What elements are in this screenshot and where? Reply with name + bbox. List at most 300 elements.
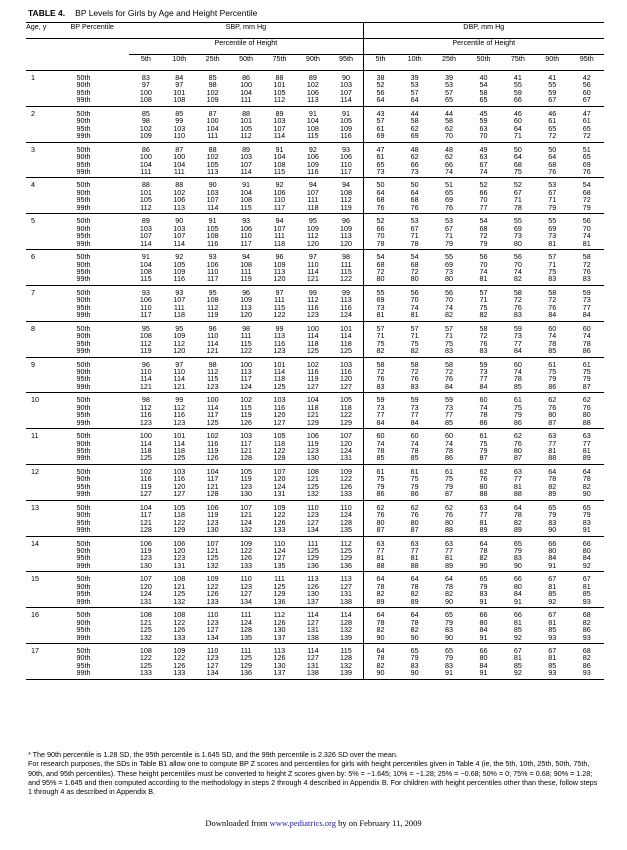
sbp-value-cell xyxy=(296,250,329,286)
dbp-value: 61 xyxy=(548,359,557,369)
bp-percentile-cell xyxy=(71,178,130,214)
dbp-value-cell xyxy=(535,142,569,178)
dbp-value: 54 xyxy=(410,252,419,262)
dbp-value: 73 xyxy=(513,331,522,341)
dbp-value: 74 xyxy=(582,231,591,241)
sbp-value: 113 xyxy=(273,646,286,655)
sbp-value: 131 xyxy=(306,625,319,635)
sbp-value: 102 xyxy=(240,395,253,405)
download-site-link[interactable]: www.pediatrics.org xyxy=(269,818,336,828)
sbp-value: 118 xyxy=(173,510,186,520)
sbp-value: 103 xyxy=(139,223,152,233)
dbp-value: 76 xyxy=(410,374,419,384)
dbp-value: 68 xyxy=(548,159,557,169)
dbp-value: 76 xyxy=(445,374,454,384)
sbp-value: 114 xyxy=(340,331,352,341)
dbp-value-cell xyxy=(397,429,431,465)
sbp-value-cell xyxy=(196,393,229,429)
sbp-value: 102 xyxy=(306,80,319,90)
dbp-value: 76 xyxy=(376,202,385,212)
dbp-value: 85 xyxy=(548,625,557,635)
dbp-value: 65 xyxy=(513,538,522,548)
sbp-value: 90 xyxy=(342,73,351,82)
sbp-value: 121 xyxy=(306,410,319,420)
dbp-value: 69 xyxy=(376,131,385,141)
sbp-value: 126 xyxy=(273,617,286,627)
sbp-value: 123 xyxy=(173,553,186,563)
sbp-value: 130 xyxy=(273,625,286,635)
dbp-value-cell xyxy=(501,644,535,680)
sbp-value: 110 xyxy=(173,366,186,376)
bp-percentile-label: 50th xyxy=(76,502,91,512)
dbp-value: 76 xyxy=(548,402,557,412)
sbp-value: 98 xyxy=(342,252,351,262)
dbp-value-cell xyxy=(363,393,397,429)
sbp-value: 112 xyxy=(340,195,352,205)
sbp-value: 119 xyxy=(307,374,319,384)
bp-percentile-label: 99th xyxy=(76,166,91,176)
sbp-value-cell xyxy=(129,106,162,142)
dbp-value: 72 xyxy=(376,266,385,276)
dbp-value: 66 xyxy=(582,538,591,548)
dbp-value: 72 xyxy=(445,366,454,376)
dbp-value: 66 xyxy=(479,610,488,620)
dbp-value: 58 xyxy=(582,252,591,262)
sbp-value: 109 xyxy=(173,646,186,655)
sbp-value: 90 xyxy=(208,180,217,190)
sbp-value: 136 xyxy=(340,560,353,570)
dbp-value-cell xyxy=(363,572,397,608)
dbp-value: 65 xyxy=(445,95,454,105)
sbp-value: 117 xyxy=(206,410,219,420)
sbp-value: 127 xyxy=(273,553,286,563)
sbp-value: 98 xyxy=(208,80,217,90)
sbp-value: 118 xyxy=(173,310,186,320)
dbp-value: 48 xyxy=(410,144,419,154)
sbp-value-cell xyxy=(163,608,196,644)
dbp-value: 82 xyxy=(479,310,488,320)
sbp-value: 84 xyxy=(175,73,184,82)
table-label: TABLE 4. xyxy=(28,8,66,18)
dbp-value: 67 xyxy=(410,223,419,233)
sbp-value: 125 xyxy=(240,653,253,663)
dbp-value: 75 xyxy=(410,338,419,348)
dbp-height-col-1: 10th xyxy=(397,55,431,71)
dbp-value: 86 xyxy=(582,625,591,635)
sbp-value: 131 xyxy=(173,560,186,570)
sbp-value: 114 xyxy=(340,610,352,620)
sbp-value: 123 xyxy=(306,446,319,456)
age-cell: 8 xyxy=(26,321,71,357)
sbp-value-cell xyxy=(263,250,296,286)
sbp-value: 111 xyxy=(273,295,285,305)
sbp-value-cell xyxy=(296,214,329,250)
dbp-value-cell xyxy=(569,644,604,680)
sbp-value-cell xyxy=(263,608,296,644)
sbp-value-cell xyxy=(330,464,363,500)
dbp-value: 72 xyxy=(582,131,591,141)
dbp-value: 76 xyxy=(410,202,419,212)
dbp-value-cell xyxy=(363,321,397,357)
sbp-value: 105 xyxy=(240,123,253,133)
sbp-value: 104 xyxy=(306,116,319,126)
dbp-value: 90 xyxy=(376,632,385,642)
dbp-value: 76 xyxy=(376,374,385,384)
dbp-value: 81 xyxy=(548,617,557,627)
bp-percentile-label: 90th xyxy=(76,510,91,520)
sbp-value: 122 xyxy=(240,346,253,356)
dbp-value: 79 xyxy=(479,446,488,456)
dbp-value-cell xyxy=(466,644,500,680)
sbp-value: 120 xyxy=(173,481,186,491)
dbp-value: 81 xyxy=(513,617,522,627)
dbp-value: 87 xyxy=(582,381,591,391)
sbp-value: 133 xyxy=(273,525,286,535)
sbp-value-cell xyxy=(129,285,162,321)
bp-table xyxy=(26,22,604,680)
dbp-value-cell xyxy=(569,250,604,286)
dbp-value-cell xyxy=(466,536,500,572)
sbp-value: 100 xyxy=(173,152,186,162)
dbp-value: 56 xyxy=(410,287,419,297)
dbp-value: 71 xyxy=(445,231,454,241)
dbp-value-cell xyxy=(535,429,569,465)
sbp-value: 119 xyxy=(140,346,152,356)
sbp-value: 117 xyxy=(140,310,152,320)
dbp-value-cell xyxy=(397,393,431,429)
dbp-value-cell xyxy=(466,142,500,178)
dbp-value: 85 xyxy=(548,589,557,599)
sbp-value: 112 xyxy=(273,95,286,105)
dbp-value: 60 xyxy=(513,359,522,369)
dbp-value: 77 xyxy=(513,474,522,484)
sbp-value: 120 xyxy=(173,546,186,556)
sbp-height-col-2: 25th xyxy=(196,55,229,71)
sbp-value: 108 xyxy=(206,231,219,241)
sbp-value: 86 xyxy=(141,144,150,154)
sbp-value: 113 xyxy=(307,95,319,105)
sbp-value: 125 xyxy=(139,453,152,463)
sbp-value-cell xyxy=(229,393,262,429)
table-row xyxy=(26,536,604,572)
sbp-value: 118 xyxy=(307,202,319,212)
sbp-value-cell xyxy=(163,393,196,429)
sbp-value: 105 xyxy=(340,395,353,405)
sbp-value: 108 xyxy=(173,610,186,620)
sbp-value-cell xyxy=(163,357,196,393)
age-cell: 7 xyxy=(26,285,71,321)
sbp-value: 95 xyxy=(175,323,184,333)
dbp-value: 71 xyxy=(376,331,385,341)
dbp-value-cell xyxy=(501,214,535,250)
dbp-value: 85 xyxy=(445,417,454,427)
sbp-value: 116 xyxy=(307,166,319,176)
dbp-value: 67 xyxy=(548,574,557,584)
dbp-height-col-2: 25th xyxy=(432,55,466,71)
sbp-value: 134 xyxy=(206,632,219,642)
sbp-value: 123 xyxy=(173,417,186,427)
dbp-value: 80 xyxy=(376,517,385,527)
sbp-value: 132 xyxy=(139,632,152,642)
bp-percentile-label: 95th xyxy=(76,553,91,563)
age-cell: 13 xyxy=(26,500,71,536)
sbp-value: 102 xyxy=(206,431,219,441)
dbp-value: 79 xyxy=(582,374,591,384)
sbp-value: 114 xyxy=(307,266,319,276)
dbp-value: 61 xyxy=(376,152,385,162)
sbp-value-cell xyxy=(163,214,196,250)
sbp-value: 110 xyxy=(140,366,152,376)
bp-percentile-label: 90th xyxy=(76,259,91,269)
dbp-value: 53 xyxy=(445,216,454,226)
dbp-value-cell xyxy=(569,357,604,393)
sbp-value: 117 xyxy=(273,202,286,212)
sbp-value: 95 xyxy=(141,323,150,333)
bp-percentile-label: 95th xyxy=(76,338,91,348)
dbp-value: 64 xyxy=(410,574,419,584)
sbp-value-cell xyxy=(129,429,162,465)
sbp-value: 108 xyxy=(139,610,152,620)
dbp-value-cell xyxy=(363,285,397,321)
dbp-value: 85 xyxy=(376,453,385,463)
bp-percentile-label: 95th xyxy=(76,410,91,420)
dbp-value: 79 xyxy=(410,653,419,663)
sbp-value-cell xyxy=(229,106,262,142)
dbp-value: 82 xyxy=(582,653,591,663)
sbp-value: 133 xyxy=(240,560,253,570)
sbp-value: 108 xyxy=(306,123,319,133)
sbp-value: 132 xyxy=(240,525,253,535)
dbp-value: 53 xyxy=(410,80,419,90)
sbp-value: 110 xyxy=(340,502,352,512)
sbp-value: 108 xyxy=(173,574,186,584)
sbp-value: 87 xyxy=(175,144,184,154)
dbp-value: 93 xyxy=(582,632,591,642)
dbp-value-cell xyxy=(501,464,535,500)
sbp-value: 121 xyxy=(173,581,186,591)
sbp-value: 120 xyxy=(240,310,253,320)
dbp-value: 73 xyxy=(582,295,591,305)
dbp-value-cell xyxy=(569,142,604,178)
bp-percentile-label: 90th xyxy=(76,402,91,412)
dbp-height-col-3: 50th xyxy=(466,55,500,71)
dbp-value-cell xyxy=(569,71,604,107)
sbp-height-col-6: 95th xyxy=(330,55,363,71)
sbp-value: 108 xyxy=(240,195,253,205)
dbp-value-cell xyxy=(363,500,397,536)
dbp-value: 83 xyxy=(479,346,488,356)
sbp-value: 136 xyxy=(273,596,286,606)
sbp-value: 110 xyxy=(240,574,252,584)
bp-percentile-cell xyxy=(71,572,130,608)
sbp-value: 111 xyxy=(240,266,252,276)
sbp-value: 117 xyxy=(240,238,252,248)
dbp-value: 82 xyxy=(376,625,385,635)
dbp-value: 75 xyxy=(479,438,488,448)
sbp-height-col-3: 50th xyxy=(229,55,262,71)
sbp-value: 126 xyxy=(240,417,253,427)
sbp-value: 105 xyxy=(273,431,286,441)
sbp-value-cell xyxy=(296,321,329,357)
sbp-value: 124 xyxy=(139,589,152,599)
sbp-value: 114 xyxy=(173,238,186,248)
dbp-value: 81 xyxy=(445,553,454,563)
dbp-value: 76 xyxy=(479,338,488,348)
dbp-value: 77 xyxy=(479,374,488,384)
sbp-value: 98 xyxy=(141,116,150,126)
dbp-value: 55 xyxy=(548,80,557,90)
sbp-value-cell xyxy=(296,285,329,321)
sbp-value: 96 xyxy=(342,216,351,226)
sbp-value: 120 xyxy=(340,374,353,384)
sbp-value: 132 xyxy=(173,596,186,606)
sbp-value: 104 xyxy=(306,395,319,405)
dbp-value: 65 xyxy=(582,152,591,162)
sbp-value-cell xyxy=(296,464,329,500)
sbp-value: 117 xyxy=(340,166,352,176)
dbp-value: 77 xyxy=(582,302,591,312)
sbp-value: 91 xyxy=(342,108,351,118)
bp-percentile-label: 50th xyxy=(76,395,91,405)
sbp-value-cell xyxy=(196,608,229,644)
sbp-value: 112 xyxy=(340,538,352,548)
dbp-value: 39 xyxy=(445,73,454,82)
dbp-value: 55 xyxy=(445,252,454,262)
dbp-value: 64 xyxy=(513,152,522,162)
sbp-value: 105 xyxy=(206,159,219,169)
sbp-value-cell xyxy=(163,142,196,178)
dbp-value: 58 xyxy=(548,287,557,297)
sbp-value: 104 xyxy=(240,187,253,197)
dbp-value: 75 xyxy=(513,166,522,176)
sbp-value: 129 xyxy=(273,589,286,599)
dbp-value: 81 xyxy=(548,238,557,248)
dbp-value: 65 xyxy=(479,574,488,584)
dbp-value: 60 xyxy=(582,87,591,97)
bp-percentile-label: 90th xyxy=(76,546,91,556)
sbp-value: 137 xyxy=(273,668,286,678)
dbp-value-cell xyxy=(432,608,466,644)
dbp-value: 84 xyxy=(479,381,488,391)
dbp-value: 85 xyxy=(582,589,591,599)
dbp-value: 82 xyxy=(376,346,385,356)
sbp-value: 112 xyxy=(206,366,219,376)
dbp-value: 72 xyxy=(410,266,419,276)
sbp-value: 105 xyxy=(173,259,186,269)
sbp-value: 128 xyxy=(240,625,253,635)
sbp-value: 103 xyxy=(173,223,186,233)
sbp-value: 112 xyxy=(173,338,186,348)
sbp-value: 109 xyxy=(173,331,186,341)
sbp-value: 111 xyxy=(173,166,185,176)
sbp-value: 100 xyxy=(139,152,152,162)
dbp-value: 73 xyxy=(513,231,522,241)
sbp-value: 138 xyxy=(306,668,319,678)
dbp-value-cell xyxy=(363,536,397,572)
sbp-value: 110 xyxy=(273,538,286,548)
dbp-value: 79 xyxy=(582,510,591,520)
dbp-value: 66 xyxy=(548,538,557,548)
sbp-value: 109 xyxy=(139,131,152,141)
dbp-value: 80 xyxy=(513,446,522,456)
dbp-value-cell xyxy=(569,464,604,500)
dbp-value: 43 xyxy=(376,108,385,118)
dbp-value: 78 xyxy=(548,338,557,348)
dbp-value: 67 xyxy=(548,187,557,197)
sbp-value-cell xyxy=(163,572,196,608)
sbp-value: 113 xyxy=(340,231,352,241)
dbp-value: 81 xyxy=(548,581,557,591)
dbp-value: 67 xyxy=(548,610,557,620)
dbp-value: 56 xyxy=(582,216,591,226)
dbp-value: 82 xyxy=(376,589,385,599)
sbp-value-cell xyxy=(196,536,229,572)
sbp-value: 115 xyxy=(240,402,252,412)
dbp-value: 78 xyxy=(582,474,591,484)
dbp-value: 91 xyxy=(582,525,591,535)
dbp-value: 77 xyxy=(548,438,557,448)
table-row xyxy=(26,644,604,680)
sbp-value-cell xyxy=(330,71,363,107)
dbp-value: 75 xyxy=(410,474,419,484)
dbp-value: 54 xyxy=(376,252,385,262)
dbp-value: 59 xyxy=(410,395,419,405)
sbp-value-cell xyxy=(229,500,262,536)
sbp-value: 128 xyxy=(340,617,353,627)
sbp-value: 119 xyxy=(240,474,252,484)
sbp-value-cell xyxy=(229,178,262,214)
dbp-value: 65 xyxy=(548,123,557,133)
age-cell: 3 xyxy=(26,142,71,178)
bp-percentile-label: 95th xyxy=(76,517,91,527)
dbp-value-cell xyxy=(363,178,397,214)
dbp-value: 91 xyxy=(513,596,522,606)
dbp-value-cell xyxy=(363,608,397,644)
sbp-value: 93 xyxy=(342,144,351,154)
sbp-value: 133 xyxy=(173,632,186,642)
dbp-value: 71 xyxy=(479,295,488,305)
sbp-value-cell xyxy=(330,644,363,680)
sbp-value: 127 xyxy=(340,581,353,591)
sbp-value: 116 xyxy=(173,410,186,420)
dbp-value: 82 xyxy=(410,625,419,635)
sbp-value: 112 xyxy=(140,202,152,212)
dbp-value: 91 xyxy=(479,668,488,678)
dbp-value: 76 xyxy=(479,474,488,484)
sbp-value: 115 xyxy=(206,374,219,384)
sbp-value: 88 xyxy=(208,144,217,154)
dbp-value: 81 xyxy=(513,481,522,491)
sbp-value-cell xyxy=(196,644,229,680)
sbp-value-cell xyxy=(263,500,296,536)
sbp-value: 107 xyxy=(139,574,152,584)
sbp-value: 114 xyxy=(273,366,286,376)
sbp-value: 118 xyxy=(273,374,286,384)
sbp-value-cell xyxy=(129,464,162,500)
dbp-value: 72 xyxy=(513,295,522,305)
dbp-value: 82 xyxy=(410,346,419,356)
dbp-value: 68 xyxy=(376,259,385,269)
dbp-value-cell xyxy=(432,644,466,680)
dbp-value: 58 xyxy=(479,87,488,97)
sbp-value-cell xyxy=(196,321,229,357)
sbp-value: 109 xyxy=(340,223,353,233)
dbp-value: 79 xyxy=(445,617,454,627)
sbp-value: 99 xyxy=(175,116,184,126)
dbp-value-cell xyxy=(535,464,569,500)
dbp-value: 86 xyxy=(513,417,522,427)
sbp-value: 130 xyxy=(273,660,286,670)
